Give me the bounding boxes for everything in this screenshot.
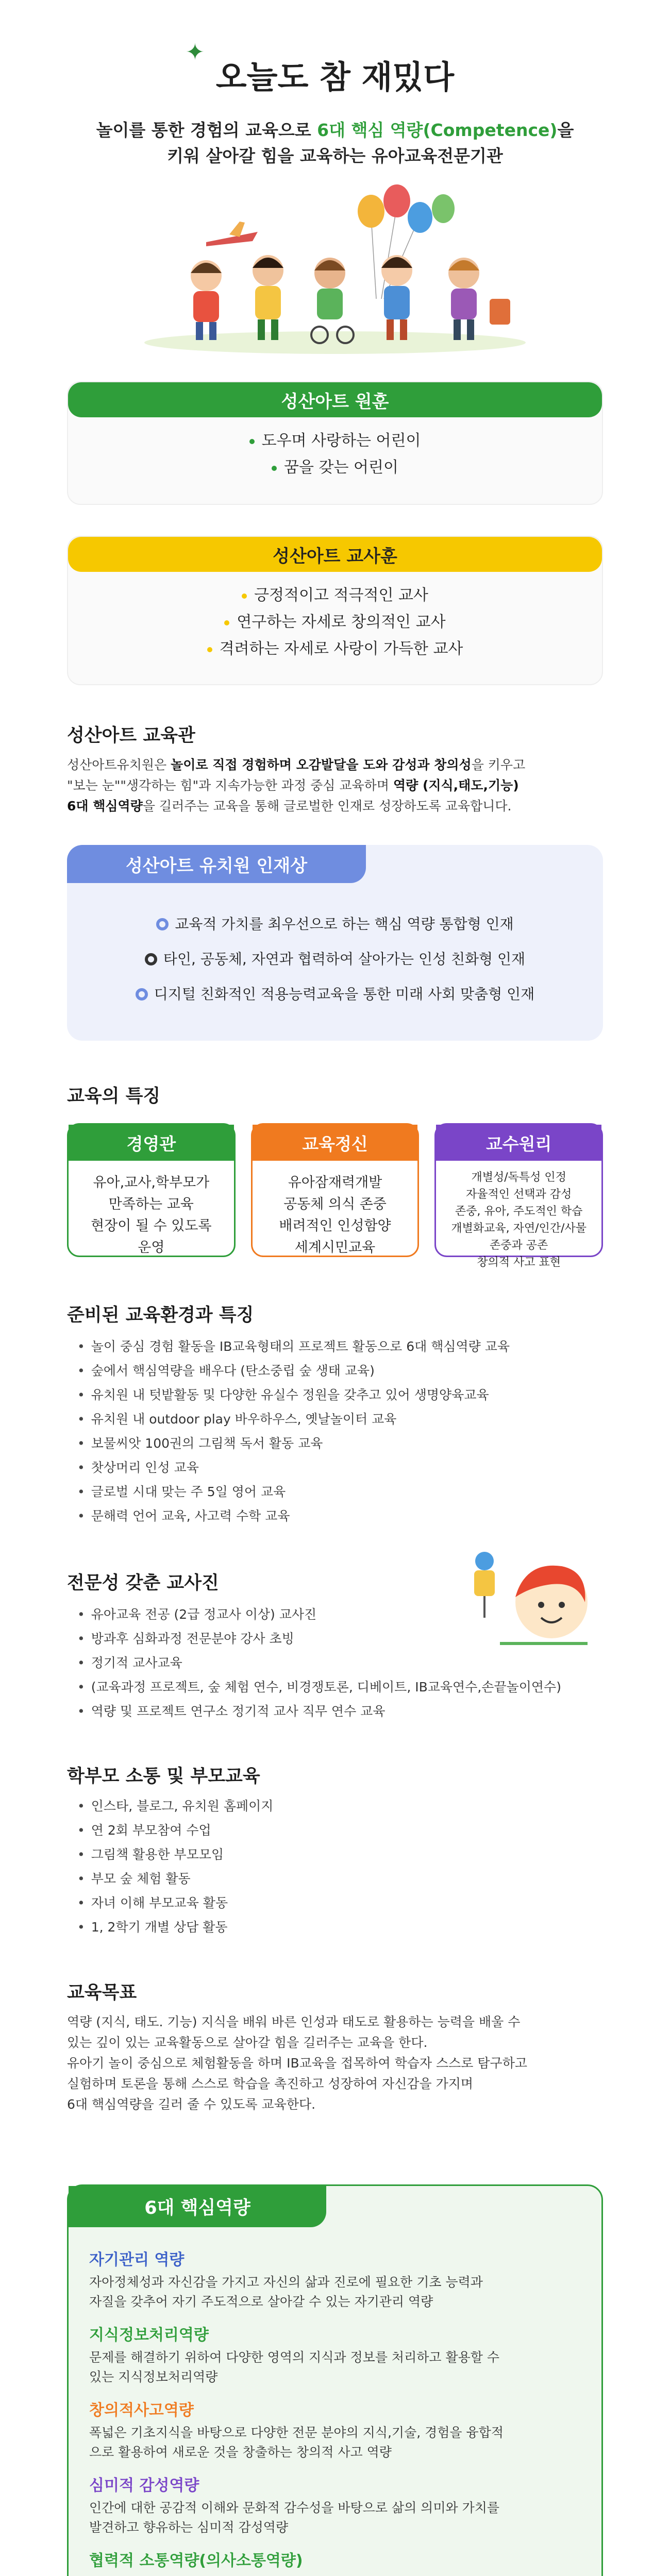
list-item: • 방과후 심화과정 전문분야 강사 초빙 (77, 1626, 561, 1651)
competency-item: 지식정보처리역량 문제를 해결하기 위하여 다양한 영역의 지식과 정보를 처리하고 활용할 수 있는 지식정보처리역량 (89, 2323, 584, 2387)
sparkle-icon: ✦ (186, 39, 205, 65)
bullet-icon (207, 647, 212, 652)
list-item: • 정기적 교사교육 (77, 1651, 561, 1675)
ring-bullet-icon (136, 988, 148, 1001)
list-item: • 보물씨앗 100권의 그림책 독서 활동 교육 (77, 1431, 510, 1455)
feature-card-management (67, 1123, 236, 1257)
competency-name: 협력적 소통역량(의사소통역량) (89, 2552, 303, 2570)
list-item: • (교육과정 프로젝트, 숲 체험 연수, 비경쟁토론, 디베이트, IB교육연수,손끝놀이연수) (77, 1675, 561, 1699)
competency-item: 창의적사고역량 폭넓은 기초지식을 바탕으로 다양한 전문 분야의 지식,기술, 경험을 융합적 으로 활용하여 새로운 것을 창출하는 창의적 사고 역량 (89, 2398, 584, 2462)
list-item: • 숲에서 핵심역량을 배우다 (탄소중립 숲 생태 교육) (77, 1359, 510, 1383)
list-item: • 문해력 언어 교육, 사고력 수학 교육 (77, 1504, 510, 1528)
goals-heading: 교육목표 (67, 1982, 137, 2003)
teacher-motto-box (67, 536, 603, 685)
page-title: 오늘도 참 재밌다 (215, 58, 455, 96)
philosophy-text: 성산아트유치원은 놀이로 직접 경험하며 오감발달을 도와 감성과 창의성을 키우고 "보는 눈""생각하는 힘"과 지속가능한 과정 중심 교육하며 역량 (지식,태도,기능) 6대 핵심역량을 길러주는 교육을 통해 글로벌한 인재로 성장하도록 교육합니다. (67, 757, 526, 814)
list-item: • 유아교육 전공 (2급 정교사 이상) 교사진 (77, 1602, 561, 1626)
competency-name: 자기관리 역량 (89, 2251, 185, 2269)
talent-item: 교육적 가치를 최우선으로 하는 핵심 역량 통합형 인재 (67, 907, 603, 942)
teachers-heading: 전문성 갖춘 교사진 (67, 1573, 219, 1594)
feature-card-spirit (251, 1123, 420, 1257)
motto-item: 꿈을 갖는 어린이 (68, 454, 602, 481)
talent-list (67, 907, 603, 1012)
goals-text: 역량 (지식, 태도. 기능) 지식을 배워 바른 인성과 태도로 활용하는 능력을 배울 수 있는 깊이 있는 교육활동으로 살아갈 힘을 길러주는 교육을 한다. 유아기 놀이 중심으로 체험활동을 하며 IB교육을 접목하여 학습자 스스로 탐구하고 실험하며 토론을 통해 스스로 학습을 촉진하고 성장하여 자신감을 가지며 6대 핵심역량을 길러 줄 수 있도록 교육한다. (67, 2014, 527, 2112)
list-item: • 그림책 활용한 부모모임 (77, 1842, 273, 1867)
bullet-icon (272, 466, 277, 471)
list-item: • 역량 및 프로젝트 연구소 정기적 교사 직무 연수 교육 (77, 1699, 561, 1723)
motto-item: 도우며 사랑하는 어린이 (68, 428, 602, 454)
list-item: • 놀이 중심 경험 활동을 IB교육형태의 프로젝트 활동으로 6대 핵심역량 교육 (77, 1334, 510, 1359)
teacher-motto-item: 연구하는 자세로 창의적인 교사 (68, 609, 602, 636)
motto-title: 성산아트 원훈 (68, 382, 602, 417)
list-item: • 글로벌 시대 맞는 주 5일 영어 교육 (77, 1480, 510, 1504)
card-title: 경영관 (69, 1125, 234, 1161)
motto-box (67, 381, 603, 505)
competencies-list (89, 2248, 584, 2576)
card-title: 교수원리 (436, 1125, 601, 1161)
talent-item: 타인, 공동체, 자연과 협력하여 살아가는 인성 친화형 인재 (67, 942, 603, 977)
talent-title: 성산아트 유치원 인재상 (67, 845, 366, 883)
bullet-icon (249, 439, 255, 444)
ring-bullet-icon (156, 918, 169, 930)
list-item: • 유치원 내 outdoor play 바우하우스, 옛날놀이터 교육 (77, 1407, 510, 1431)
list-item: • 부모 숲 체험 활동 (77, 1867, 273, 1891)
philosophy-heading: 성산아트 교육관 (67, 725, 195, 746)
competency-item: 자기관리 역량 자아정체성과 자신감을 가지고 자신의 삶과 진로에 필요한 기초 능력과 자질을 갖추어 자기 주도적으로 살아갈 수 있는 자기관리 역량 (89, 2248, 584, 2312)
list-item: • 찻상머리 인성 교육 (77, 1455, 510, 1480)
talent-box (67, 845, 603, 1041)
competency-name: 창의적사고역량 (89, 2401, 194, 2419)
list-item: • 1, 2학기 개별 상담 활동 (77, 1915, 273, 1939)
subtitle-line2: 키워 살아갈 힘을 교육하는 유아교육전문기관 (167, 146, 503, 166)
list-item: • 유치원 내 텃밭활동 및 다양한 유실수 정원을 갖추고 있어 생명양육교육 (77, 1383, 510, 1407)
feature-card-teaching (434, 1123, 603, 1269)
children-illustration (129, 185, 541, 355)
features-heading: 교육의 특징 (67, 1086, 161, 1107)
competencies-title: 6대 핵심역량 (69, 2186, 326, 2227)
list-item: • 연 2회 부모참여 수업 (77, 1818, 273, 1842)
subtitle-post: 을 (557, 120, 574, 140)
teacher-motto-title: 성산아트 교사훈 (68, 537, 602, 572)
environment-heading: 준비된 교육환경과 특징 (67, 1305, 254, 1326)
list-item: • 인스타, 블로그, 유치원 홈페이지 (77, 1794, 273, 1818)
motto-list (68, 417, 602, 486)
competency-name: 심미적 감성역량 (89, 2477, 199, 2495)
card-body: 유아잠재력개발 공동체 의식 존중 배려적인 인성함양 세계시민교육 (279, 1175, 391, 1256)
page-subtitle (0, 117, 670, 169)
card-body: 개별성/독특성 인정 자율적인 선택과 감성 존중, 유아, 주도적인 학습 개별화교육, 자연/인간/사물 존중과 공존 창의적 사고 표현 (451, 1171, 587, 1269)
parents-heading: 학부모 소통 및 부모교육 (67, 1766, 260, 1787)
teacher-motto-item: 격려하는 자세로 사랑이 가득한 교사 (68, 636, 602, 663)
bullet-icon (224, 620, 229, 625)
competency-item (89, 2549, 584, 2576)
competency-name: 지식정보처리역량 (89, 2326, 209, 2344)
subtitle-highlight: 6대 핵심 역량(Competence) (317, 120, 558, 140)
card-body: 유아,교사,학부모가 만족하는 교육 현장이 될 수 있도록 운영 (91, 1175, 212, 1256)
environment-list (77, 1334, 510, 1528)
ring-bullet-icon (145, 953, 157, 965)
list-item: • 자녀 이해 부모교육 활동 (77, 1891, 273, 1915)
teacher-motto-item: 긍정적이고 적극적인 교사 (68, 582, 602, 609)
features-cards (67, 1123, 603, 1269)
card-title: 교육정신 (253, 1125, 418, 1161)
parents-list (77, 1794, 273, 1939)
teacher-motto-list (68, 572, 602, 668)
competency-item: 심미적 감성역량 인간에 대한 공감적 이해와 문화적 감수성을 바탕으로 삶의 의미와 가치를 발견하고 향유하는 심미적 감성역량 (89, 2473, 584, 2537)
competencies-box (67, 2184, 603, 2576)
talent-item: 디지털 친화적인 적용능력교육을 통한 미래 사회 맞춤형 인재 (67, 977, 603, 1012)
subtitle-pre: 놀이를 통한 경험의 교육으로 (96, 120, 317, 140)
bullet-icon (242, 594, 247, 599)
teachers-list (77, 1602, 561, 1723)
